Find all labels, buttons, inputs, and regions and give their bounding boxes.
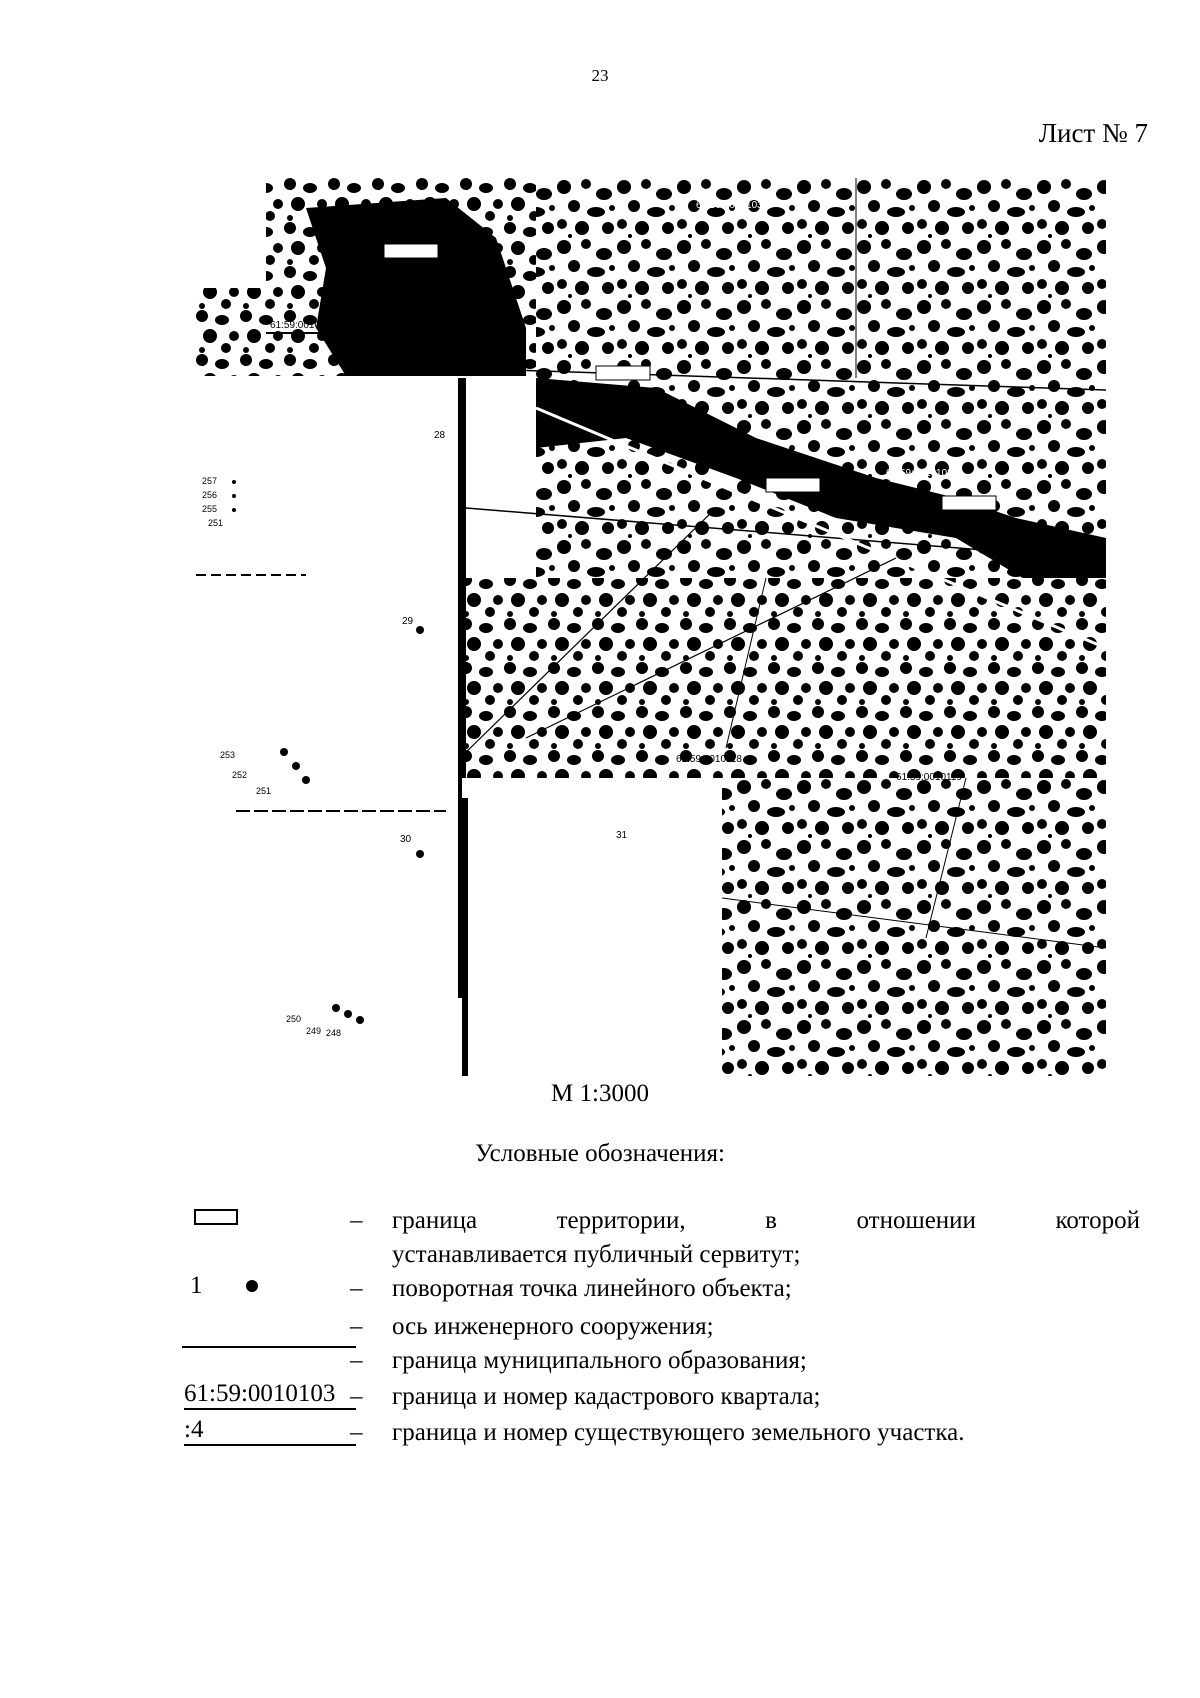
map-label-cadastral-bottom-right: 61:59:0010119: [896, 772, 962, 783]
legend-item-servitude: [182, 1204, 1140, 1272]
legend-item-municipal-boundary: [182, 1344, 1140, 1380]
legend-title: Условные обозначения:: [474, 1140, 726, 1167]
map-label-point-31: 31: [616, 830, 628, 841]
map-label-point-257: 257: [202, 476, 218, 486]
servitude-marker: [596, 366, 650, 380]
legend-dash: –: [350, 1383, 363, 1410]
legend-dash: –: [350, 1207, 363, 1234]
turning-point: [302, 776, 310, 784]
map-label-cadastral-left: 61:59:0010102: [270, 320, 337, 331]
map-label-point-252: 252: [232, 770, 248, 780]
land-plot-number: :4: [184, 1416, 356, 1446]
servitude-marker: [942, 496, 996, 510]
legend-dash: –: [350, 1419, 363, 1446]
servitude-marker: [384, 244, 438, 258]
legend-word: граница: [392, 1207, 478, 1234]
legend-dash: –: [350, 1275, 363, 1302]
legend-word: в: [765, 1207, 777, 1234]
turning-point: [232, 508, 236, 512]
cadastral-quarter-number: 61:59:0010103: [184, 1380, 356, 1410]
turning-point: [416, 850, 424, 858]
legend-word: территории,: [556, 1207, 686, 1234]
map-label-point-28: 28: [434, 430, 446, 441]
turning-point: [232, 480, 236, 484]
map-label-point-256: 256: [202, 490, 218, 500]
legend-text: поворотная точка линейного объекта;: [392, 1275, 792, 1302]
legend-item-turning-point: [182, 1272, 1140, 1310]
white-clearing-top-left: [196, 178, 266, 288]
map-label-cadastral-right: 61:59:0010103: [886, 468, 953, 479]
turning-point: [280, 748, 288, 756]
map-label-point-29: 29: [402, 616, 414, 627]
turning-point: [416, 626, 424, 634]
legend-word: которой: [1055, 1207, 1140, 1234]
map-label-cadastral-top: 61:59:0010103: [696, 200, 763, 211]
municipal-boundary-line-icon: [182, 1346, 356, 1348]
page-number: 23: [591, 66, 609, 85]
map-label-point-253: 253: [220, 750, 236, 760]
legend-dash: –: [350, 1347, 363, 1374]
legend: [182, 1204, 1140, 1452]
legend-text-line2: устанавливается публичный сервитут;: [392, 1241, 801, 1268]
turning-point-icon: [246, 1280, 258, 1292]
cadastral-map: [196, 178, 1106, 1076]
map-label-point-30: 30: [400, 834, 412, 845]
map-label-point-249: 249: [306, 1026, 322, 1036]
map-label-point-255: 255: [202, 504, 218, 514]
legend-word: отношении: [856, 1207, 976, 1234]
turning-point: [344, 1010, 352, 1018]
turning-point: [292, 762, 300, 770]
map-label-point-250: 250: [286, 1014, 302, 1024]
turning-point: [332, 1004, 340, 1012]
aerial-area-lower-right: [722, 778, 1106, 1076]
map-scale: М 1:3000: [551, 1080, 649, 1107]
legend-item-land-plot: [182, 1416, 1140, 1452]
legend-text: граница и номер кадастрового квартала;: [392, 1383, 821, 1410]
map-label-point-251a: 251: [208, 518, 224, 528]
legend-text: ось инженерного сооружения;: [392, 1313, 714, 1340]
white-clearing-center: [462, 778, 722, 1076]
map-label-point-248: 248: [326, 1028, 342, 1038]
legend-point-number: 1: [190, 1272, 203, 1299]
legend-text: граница и номер существующего земельного участка.: [392, 1419, 965, 1446]
turning-point: [356, 1016, 364, 1024]
legend-text: граница муниципального образования;: [392, 1347, 807, 1374]
legend-item-cadastral-quarter: [182, 1380, 1140, 1416]
turning-point: [232, 494, 236, 498]
servitude-rectangle-icon: [194, 1209, 238, 1225]
legend-item-axis: [182, 1310, 1140, 1344]
sheet-label: Лист № 7: [1038, 118, 1148, 148]
servitude-marker: [766, 478, 820, 492]
map-label-cadastral-mid: 61:59:0010118: [676, 754, 742, 765]
legend-dash: –: [350, 1313, 363, 1340]
map-label-point-251b: 251: [256, 786, 272, 796]
aerial-strip-center: [462, 798, 468, 1076]
